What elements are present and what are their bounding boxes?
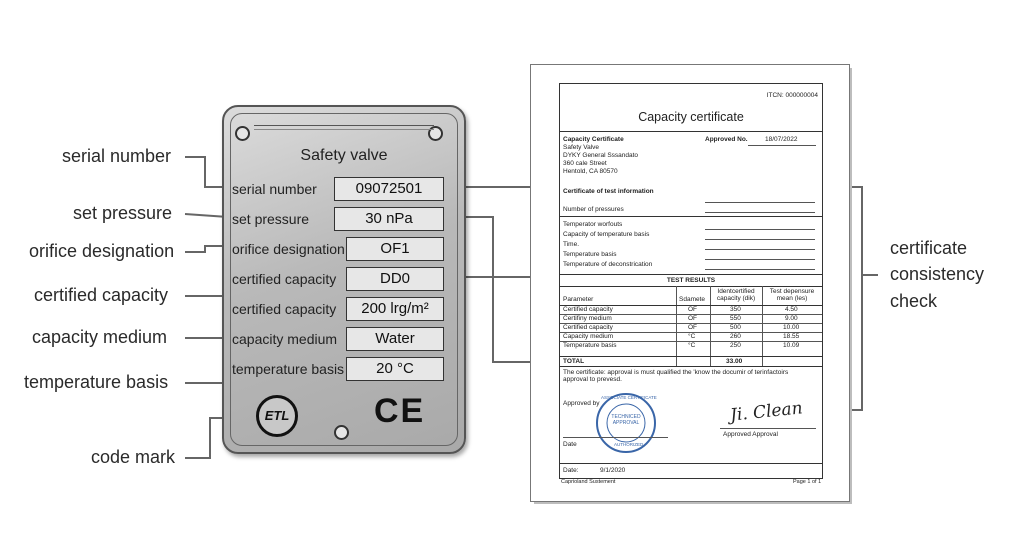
cert-approved-by-line [563,437,668,438]
cell-mean: 9.00 [785,315,798,322]
plate-value-capacity-2: 200 lrg/m² [346,297,444,321]
cert-col-sdamete: Sdamete [679,296,706,303]
plate-label-orifice: orifice designation [232,241,345,257]
cell-mean: 10.09 [783,342,800,349]
cell-capacity: 500 [730,324,741,331]
cell-unit: OF [688,315,698,322]
cell-parameter: Temperature basis [563,342,617,349]
cert-col-parameter: Parameter [563,296,594,303]
plate-value-temperature: 20 °C [346,357,444,381]
cert-rule-total-bottom [560,366,822,367]
plate-top-rule-2 [254,129,434,130]
cert-underline-3 [705,249,815,250]
cell-mean: 10.00 [783,324,800,331]
cert-underline-4 [705,259,815,260]
cert-col-line-3 [762,286,763,366]
cert-underline-a [705,202,815,203]
cell-capacity: 250 [730,342,741,349]
callout-check: check [890,291,938,311]
cell-mean: 18.55 [783,333,800,340]
certificate-page [530,64,850,502]
cert-date-footer-label: Date: [563,467,579,474]
callout-temperature-basis: temperature basis [24,372,169,392]
cert-underline-5 [705,269,815,270]
etl-logo-icon: ETL [256,395,298,437]
cert-info-line-3: Time. [563,241,580,248]
cert-note: The certificate: approval is must qualified the 'know the documir of terinfactoirs approval to prevesd. [563,369,789,384]
cell-mean: 4.50 [785,306,798,313]
plate-value-orifice: OF1 [346,237,444,261]
cell-capacity: 260 [730,333,741,340]
cert-rule-results-head [560,286,822,287]
cert-number-of-pressures: Number of pressures [563,206,624,213]
cell-unit: OF [688,306,698,313]
plate-value-medium: Water [346,327,444,351]
cert-heading: Capacity Certificate [563,136,624,143]
cert-underline-2 [705,239,815,240]
cert-approved-value: 18/07/2022 [765,136,798,143]
stamp-bottom-text: AUTHORIZED [614,442,644,447]
plate-label-capacity: certified capacity [232,271,337,287]
cert-address-2: DYKY General Sssandato [563,152,639,159]
plate-value-pressure: 30 nPa [334,207,444,231]
stamp-top-text: ASSOCIATE CERTIFICATE [601,395,657,400]
nameplate [222,105,466,454]
screw-top-left [235,126,250,141]
cert-info-line-4: Temperature basis [563,251,617,258]
cert-rule-total-top [560,356,822,357]
callout-certified-capacity: certified capacity [34,285,169,305]
cert-total-label: TOTAL [563,358,585,365]
plate-label-capacity-2: certified capacity [232,301,337,317]
cell-parameter: Capacity medium [563,333,614,340]
callout-serial-number: serial number [62,146,172,166]
callout-code-mark: code mark [91,447,176,467]
callout-orifice-designation: orifice designation [29,241,175,261]
cell-parameter: Certifiny medium [563,315,612,322]
cert-approved-underline [748,145,816,146]
cert-results-title: TEST RESULTS [666,277,716,284]
cert-itcn: ITCN: 000000004 [766,92,818,99]
plate-label-serial: serial number [232,181,317,197]
cert-address-4: Hentold, CA 80570 [563,168,618,175]
cert-rule-title [560,131,822,132]
callout-capacity-medium: capacity medium [32,327,168,347]
cert-col-line-2 [710,286,711,366]
plate-label-medium: capacity medium [232,331,338,347]
cert-address-1: Safety Valve [563,144,600,151]
cell-capacity: 350 [730,306,741,313]
cell-unit: °C [688,342,696,349]
cert-date-footer-value: 9/1/2020 [600,467,626,474]
plate-value-serial: 09072501 [334,177,444,201]
cert-test-info-title: Certificate of test information [563,188,654,195]
cert-rule-footer [560,463,822,464]
cell-parameter: Certified capacity [563,306,613,313]
plate-value-capacity: DD0 [346,267,444,291]
cell-unit: OF [688,324,698,331]
plate-top-rule [254,125,434,126]
cert-info-line-1: Temperator worfouts [563,221,623,228]
signature: Ji. Clean [729,398,804,426]
cert-col-line-1 [676,286,677,366]
cert-approved-by: Approved by [563,400,600,407]
ce-mark-icon: CE [374,392,426,430]
callout-set-pressure: set pressure [73,203,173,223]
cell-unit: °C [688,333,696,340]
plate-label-temperature: temperature basis [232,361,345,377]
cert-title: Capacity certificate [638,110,744,124]
cert-footer-left: Caprioland Sustement [561,479,616,485]
cert-approved-approval: Approved Approval [723,431,778,438]
cert-rule-results-top [560,274,822,275]
cert-info-line-2: Capacity of temperature basis [563,231,650,238]
callout-consistency: consistency [890,264,985,284]
callout-certificate: certificate [890,238,968,258]
cert-footer-right: Page 1 of 1 [793,479,822,485]
cert-col-capacity: Identcertified capacity (dik) [716,288,756,303]
cert-info-line-5: Temperature of deconstrication [563,261,653,268]
plate-title: Safety valve [300,147,388,164]
cell-capacity: 550 [730,315,741,322]
cert-date-label: Date [563,441,577,448]
certificate-frame [559,83,823,479]
plate-label-pressure: set pressure [232,211,310,227]
cert-approved-label: Approved No. [705,136,748,143]
cert-underline-1 [705,229,815,230]
cert-rule-info [560,216,822,217]
cell-parameter: Certified capacity [563,324,613,331]
stamp-center-text: TECHNICED APPROVAL [611,414,641,426]
cert-total-value: 33.00 [726,358,743,365]
cert-underline-b [705,212,815,213]
signature-line [720,428,816,429]
cert-col-mean: Test depensure mean (les) [769,288,815,303]
cert-address-3: 360 cale Street [563,160,607,167]
screw-bottom-center [334,425,349,440]
